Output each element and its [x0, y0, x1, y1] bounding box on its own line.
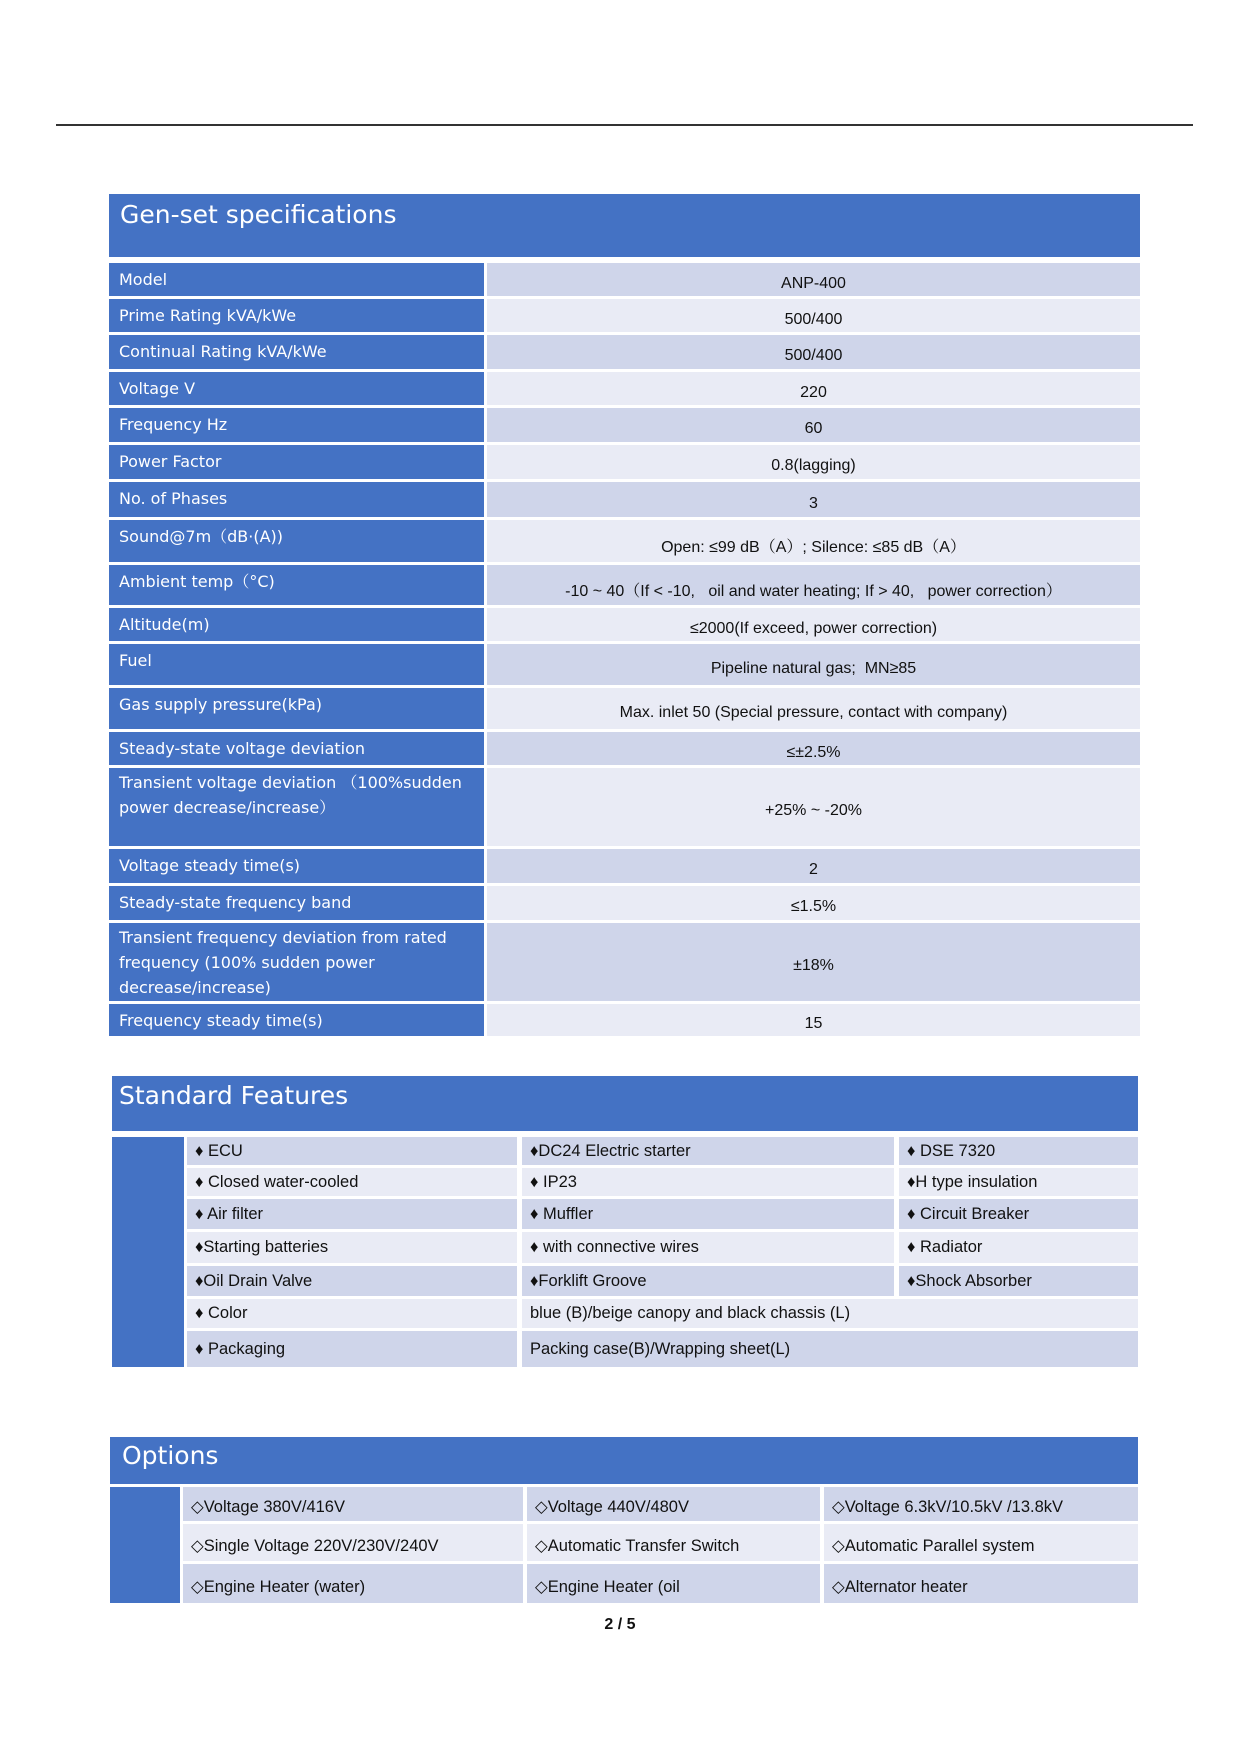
option-item: ◇Automatic Parallel system: [824, 1524, 1138, 1561]
option-item: ◇Voltage 440V/480V: [527, 1487, 820, 1521]
spec-label: Continual Rating kVA/kWe: [109, 335, 484, 369]
spec-value: 2: [487, 849, 1140, 883]
feature-item: ♦Oil Drain Valve: [187, 1266, 517, 1296]
spec-value: ±18%: [487, 923, 1140, 1001]
options-side-bar: [110, 1487, 180, 1603]
feature-item: ♦Forklift Groove: [522, 1266, 894, 1296]
spec-value: 220: [487, 372, 1140, 405]
feature-item: ♦ Circuit Breaker: [899, 1199, 1138, 1229]
spec-row: [109, 565, 1140, 605]
feature-item: ♦H type insulation: [899, 1168, 1138, 1196]
spec-row: [109, 372, 1140, 405]
spec-value: +25% ~ -20%: [487, 768, 1140, 846]
spec-label: Power Factor: [109, 445, 484, 479]
specs-header: [109, 194, 1140, 257]
spec-label: Voltage V: [109, 372, 484, 405]
spec-label: Gas supply pressure(kPa): [109, 688, 484, 729]
spec-label: No. of Phases: [109, 482, 484, 517]
options-header: [110, 1437, 1138, 1484]
spec-value: 500/400: [487, 299, 1140, 332]
spec-value: Max. inlet 50 (Special pressure, contact with company): [487, 688, 1140, 729]
spec-row: [109, 886, 1140, 920]
options-table: [110, 1487, 1138, 1603]
spec-value: ≤1.5%: [487, 886, 1140, 920]
spec-value: 3: [487, 482, 1140, 517]
standard-features-header: [112, 1076, 1138, 1131]
spec-row: [109, 445, 1140, 479]
spec-label: Altitude(m): [109, 608, 484, 641]
feature-item: ♦ Radiator: [899, 1232, 1138, 1263]
options-title: Options: [122, 1441, 219, 1470]
spec-value: ≤±2.5%: [487, 732, 1140, 765]
spec-value: ANP-400: [487, 263, 1140, 296]
feature-value: Packing case(B)/Wrapping sheet(L): [522, 1331, 1138, 1367]
spec-label: Steady-state voltage deviation: [109, 732, 484, 765]
top-rule: [56, 124, 1193, 126]
feature-item: ♦ IP23: [522, 1168, 894, 1196]
feature-item: ♦ DSE 7320: [899, 1137, 1138, 1165]
option-item: ◇Engine Heater (oil: [527, 1564, 820, 1603]
spec-row: [109, 408, 1140, 442]
spec-label: Model: [109, 263, 484, 296]
spec-label: Steady-state frequency band: [109, 886, 484, 920]
spec-label: Ambient temp（°C): [109, 565, 484, 605]
feature-label: ♦ Packaging: [187, 1331, 517, 1367]
spec-row: [109, 482, 1140, 517]
feature-item: ♦DC24 Electric starter: [522, 1137, 894, 1165]
spec-value: -10 ~ 40（If < -10, oil and water heating; If > 40, power correction）: [487, 565, 1140, 605]
spec-value: Open: ≤99 dB（A）; Silence: ≤85 dB（A）: [487, 520, 1140, 562]
spec-value: Pipeline natural gas; MN≥85: [487, 644, 1140, 685]
spec-label: Frequency Hz: [109, 408, 484, 442]
feature-item: ♦Starting batteries: [187, 1232, 517, 1263]
spec-row: [109, 644, 1140, 685]
spec-value: ≤2000(If exceed, power correction): [487, 608, 1140, 641]
spec-label: Prime Rating kVA/kWe: [109, 299, 484, 332]
spec-row: [109, 768, 1140, 846]
option-item: ◇Voltage 6.3kV/10.5kV /13.8kV: [824, 1487, 1138, 1521]
spec-label: Transient voltage deviation （100%sudden power decrease/increase）: [109, 768, 484, 846]
spec-row: [109, 608, 1140, 641]
option-item: ◇Alternator heater: [824, 1564, 1138, 1603]
option-item: ◇Single Voltage 220V/230V/240V: [183, 1524, 523, 1561]
option-item: ◇Automatic Transfer Switch: [527, 1524, 820, 1561]
spec-row: [109, 335, 1140, 369]
feature-item: ♦ with connective wires: [522, 1232, 894, 1263]
spec-row: [109, 263, 1140, 296]
specs-title: Gen-set specifications: [120, 200, 397, 229]
spec-value: 60: [487, 408, 1140, 442]
feature-item: ♦ ECU: [187, 1137, 517, 1165]
spec-value: 15: [487, 1004, 1140, 1036]
spec-value: 0.8(lagging): [487, 445, 1140, 479]
page-number: 2 / 5: [604, 1616, 636, 1633]
standard-features-side-bar: [112, 1137, 184, 1367]
spec-row: [109, 1004, 1140, 1036]
feature-item: ♦ Closed water-cooled: [187, 1168, 517, 1196]
option-item: ◇Engine Heater (water): [183, 1564, 523, 1603]
feature-label: ♦ Color: [187, 1299, 517, 1328]
standard-features-title: Standard Features: [119, 1081, 349, 1110]
feature-item: ♦ Air filter: [187, 1199, 517, 1229]
spec-label: Voltage steady time(s): [109, 849, 484, 883]
option-item: ◇Voltage 380V/416V: [183, 1487, 523, 1521]
standard-features-table: [112, 1137, 1138, 1367]
spec-row: [109, 299, 1140, 332]
spec-row: [109, 923, 1140, 1001]
spec-row: [109, 732, 1140, 765]
spec-label: Fuel: [109, 644, 484, 685]
spec-label: Transient frequency deviation from rated frequency (100% sudden power decrease/increase): [109, 923, 484, 1001]
spec-label: Sound@7m（dB·(A)): [109, 520, 484, 562]
feature-item: ♦Shock Absorber: [899, 1266, 1138, 1296]
spec-row: [109, 849, 1140, 883]
spec-row: [109, 520, 1140, 562]
spec-row: [109, 688, 1140, 729]
feature-value: blue (B)/beige canopy and black chassis (L): [522, 1299, 1138, 1328]
feature-item: ♦ Muffler: [522, 1199, 894, 1229]
spec-value: 500/400: [487, 335, 1140, 369]
spec-label: Frequency steady time(s): [109, 1004, 484, 1036]
